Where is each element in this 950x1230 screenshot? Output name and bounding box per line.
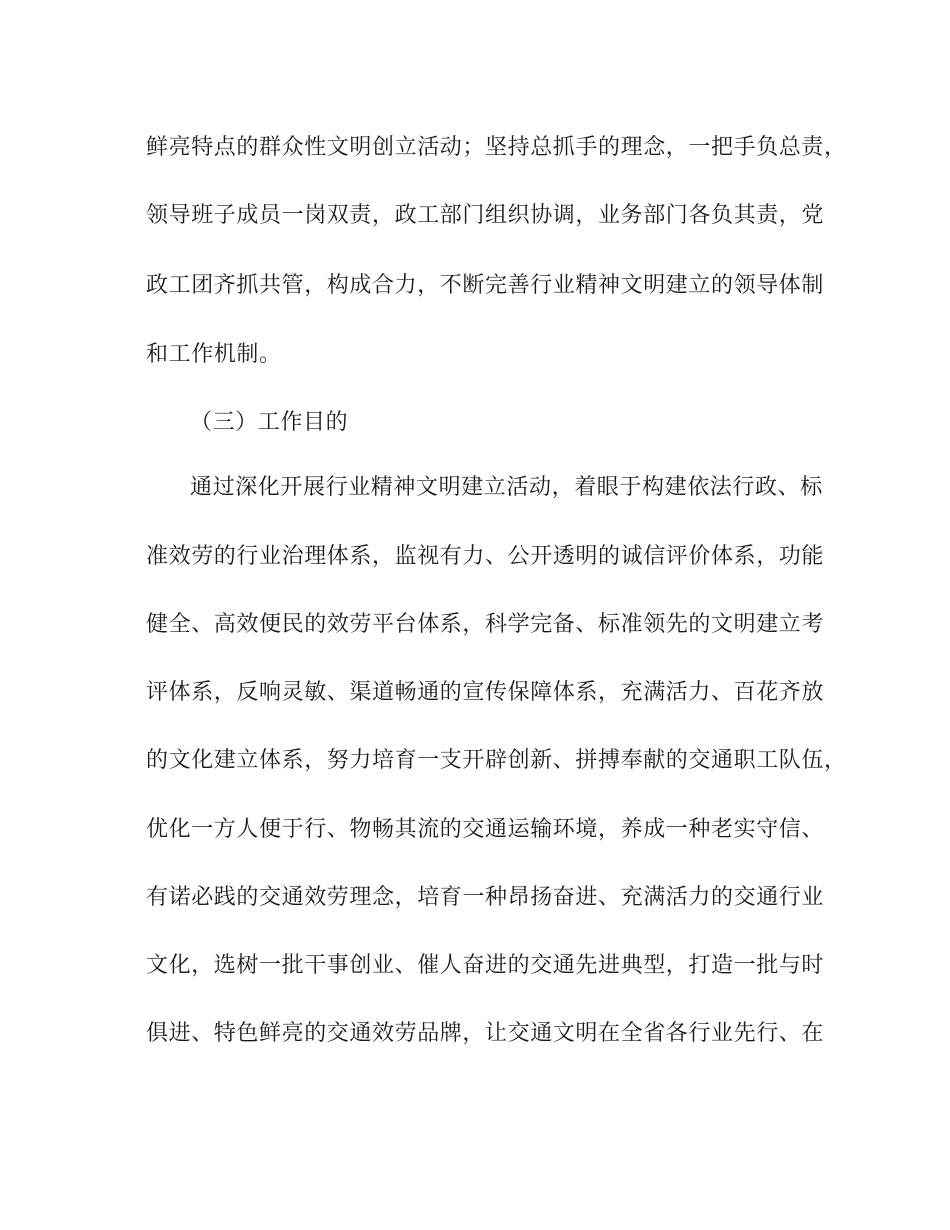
section-heading: （三）工作目的 bbox=[190, 410, 349, 435]
paragraph-line: 健全、高效便民的效劳平台体系，科学完备、标准领先的文明建立考 bbox=[146, 612, 825, 637]
paragraph-line: 有诺必践的交通效劳理念，培育一种昂扬奋进、充满活力的交通行业 bbox=[146, 885, 825, 910]
paragraph-line: 通过深化开展行业精神文明建立活动，着眼于构建依法行政、标 bbox=[190, 475, 823, 500]
paragraph-line: 优化一方人便于行、物畅其流的交通运输环境，养成一种老实守信、 bbox=[146, 817, 825, 842]
paragraph-line: 政工团齐抓共管，构成合力，不断完善行业精神文明建立的领导体制 bbox=[146, 273, 825, 298]
paragraph-line bbox=[146, 1087, 836, 1117]
paragraph-line: 的文化建立体系，努力培育一支开辟创新、拼搏奉献的交通职工队伍， bbox=[146, 748, 847, 773]
paragraph-line: 和工作机制。 bbox=[146, 342, 282, 367]
paragraph-line: 文化，选树一批干事创业、催人奋进的交通先进典型，打造一批与时 bbox=[146, 953, 825, 978]
paragraph-line: 俱进、特色鲜亮的交通效劳品牌，让交通文明在全省各行业先行、在 bbox=[146, 1021, 825, 1046]
paragraph-line: 评体系，反响灵敏、渠道畅通的宣传保障体系，充满活力、百花齐放 bbox=[146, 680, 825, 705]
paragraph-line: 准效劳的行业治理体系，监视有力、公开透明的诚信评价体系，功能 bbox=[146, 544, 825, 569]
paragraph-line: 鲜亮特点的群众性文明创立活动；坚持总抓手的理念，一把手负总责， bbox=[146, 135, 847, 160]
paragraph-line: 领导班子成员一岗双责，政工部门组织协调，业务部门各负其责，党 bbox=[146, 203, 825, 228]
